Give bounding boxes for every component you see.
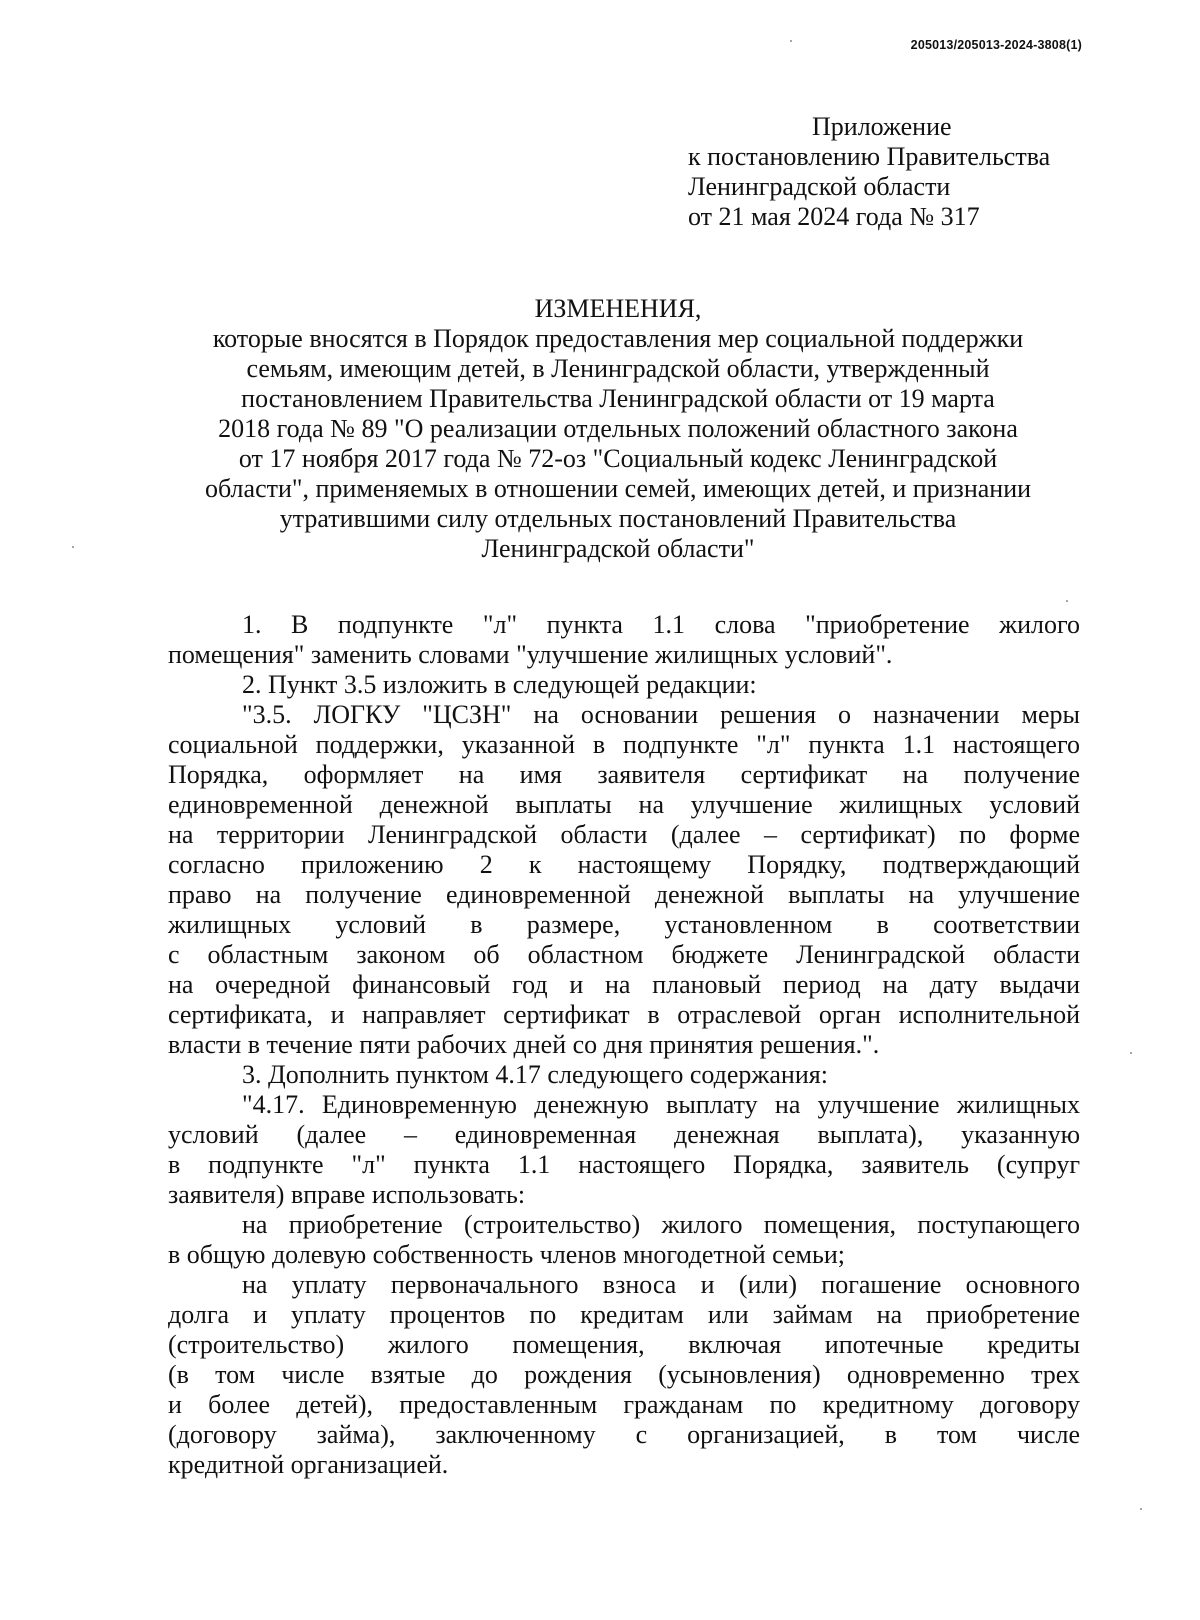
body-line: условий (далее – единовременная денежная выплата), указанную — [168, 1120, 1080, 1149]
body-line: Порядка, оформляет на имя заявителя сертификат на получение — [168, 760, 1080, 789]
appendix-block — [688, 112, 1050, 232]
body-line: в общую долевую собственность членов многодетной семьи; — [168, 1240, 845, 1269]
scan-speck — [1066, 600, 1068, 602]
body-line: (в том числе взятые до рождения (усыновления) одновременно трех — [168, 1360, 1080, 1389]
scan-speck — [1140, 1508, 1142, 1510]
body-line: жилищных условий в размере, установленном в соответствии — [168, 910, 1080, 939]
body-line: (договору займа), заключенному с организацией, в том числе — [168, 1420, 1080, 1449]
body-line: 3. Дополнить пунктом 4.17 следующего содержания: — [242, 1060, 828, 1089]
body-line: сертификата, и направляет сертификат в отраслевой орган исполнительной — [168, 1000, 1080, 1029]
body-line: "4.17. Единовременную денежную выплату на улучшение жилищных — [242, 1090, 1080, 1119]
body-line: кредитной организацией. — [168, 1450, 449, 1479]
body-line: на территории Ленинградской области (далее – сертификат) по форме — [168, 820, 1080, 849]
body-line: и более детей), предоставленным гражданам по кредитному договору — [168, 1390, 1080, 1419]
body-line: заявителя) вправе использовать: — [168, 1180, 526, 1209]
appendix-region: Ленинградской области — [688, 172, 951, 201]
body-line: на уплату первоначального взноса и (или) погашение основного — [242, 1270, 1080, 1299]
body-line: "3.5. ЛОГКУ "ЦСЗН" на основании решения о назначении меры — [242, 700, 1080, 729]
title-line: области", применяемых в отношении семей, имеющих детей, и признании — [204, 474, 1032, 503]
title-line: которые вносятся в Порядок предоставления мер социальной поддержки — [212, 324, 1024, 353]
body-line: власти в течение пяти рабочих дней со дня принятия решения.". — [168, 1030, 880, 1059]
title-line: постановлением Правительства Ленинградской области от 19 марта — [241, 384, 995, 413]
body-line: (строительство) жилого помещения, включая ипотечные кредиты — [168, 1330, 1080, 1359]
body-line: долга и уплату процентов по кредитам или займам на приобретение — [168, 1300, 1080, 1329]
body-line: на приобретение (строительство) жилого помещения, поступающего — [242, 1210, 1080, 1239]
body-line: согласно приложению 2 к настоящему Порядку, подтверждающий — [168, 850, 1080, 879]
body-line: право на получение единовременной денежной выплаты на улучшение — [168, 880, 1080, 909]
document-id: 205013/205013-2024-3808(1) — [910, 38, 1082, 52]
title-line: семьям, имеющим детей, в Ленинградской области, утвержденный — [246, 354, 990, 383]
appendix-label: Приложение — [812, 112, 952, 141]
body-line: в подпункте "л" пункта 1.1 настоящего Порядка, заявитель (супруг — [168, 1150, 1080, 1179]
body-line: 1. В подпункте "л" пункта 1.1 слова "приобретение жилого — [242, 610, 1080, 639]
title-line: 2018 года № 89 "О реализации отдельных положений областного закона — [218, 414, 1018, 443]
title-line: от 17 ноября 2017 года № 72-оз "Социальный кодекс Ленинградской — [238, 444, 998, 473]
title-line: Ленинградской области" — [481, 534, 755, 563]
appendix-date-number: от 21 мая 2024 года № 317 — [688, 202, 980, 231]
document-body — [168, 610, 1080, 1480]
scan-speck — [790, 40, 792, 42]
title-heading: ИЗМЕНЕНИЯ, — [534, 294, 702, 323]
title-line: утратившими силу отдельных постановлений Правительства — [279, 504, 957, 533]
scan-speck — [1130, 1052, 1132, 1054]
appendix-resolution: к постановлению Правительства — [688, 142, 1051, 171]
body-line: на очередной финансовый год и на плановый период на дату выдачи — [168, 970, 1080, 999]
scan-speck — [72, 546, 74, 548]
body-line: единовременной денежной выплаты на улучшение жилищных условий — [168, 790, 1080, 819]
body-line: 2. Пункт 3.5 изложить в следующей редакции: — [242, 670, 757, 699]
body-line: с областным законом об областном бюджете Ленинградской области — [168, 940, 1080, 969]
body-line: социальной поддержки, указанной в подпункте "л" пункта 1.1 настоящего — [168, 730, 1080, 759]
body-line: помещения" заменить словами "улучшение жилищных условий". — [168, 640, 893, 669]
document-title — [168, 294, 1068, 564]
